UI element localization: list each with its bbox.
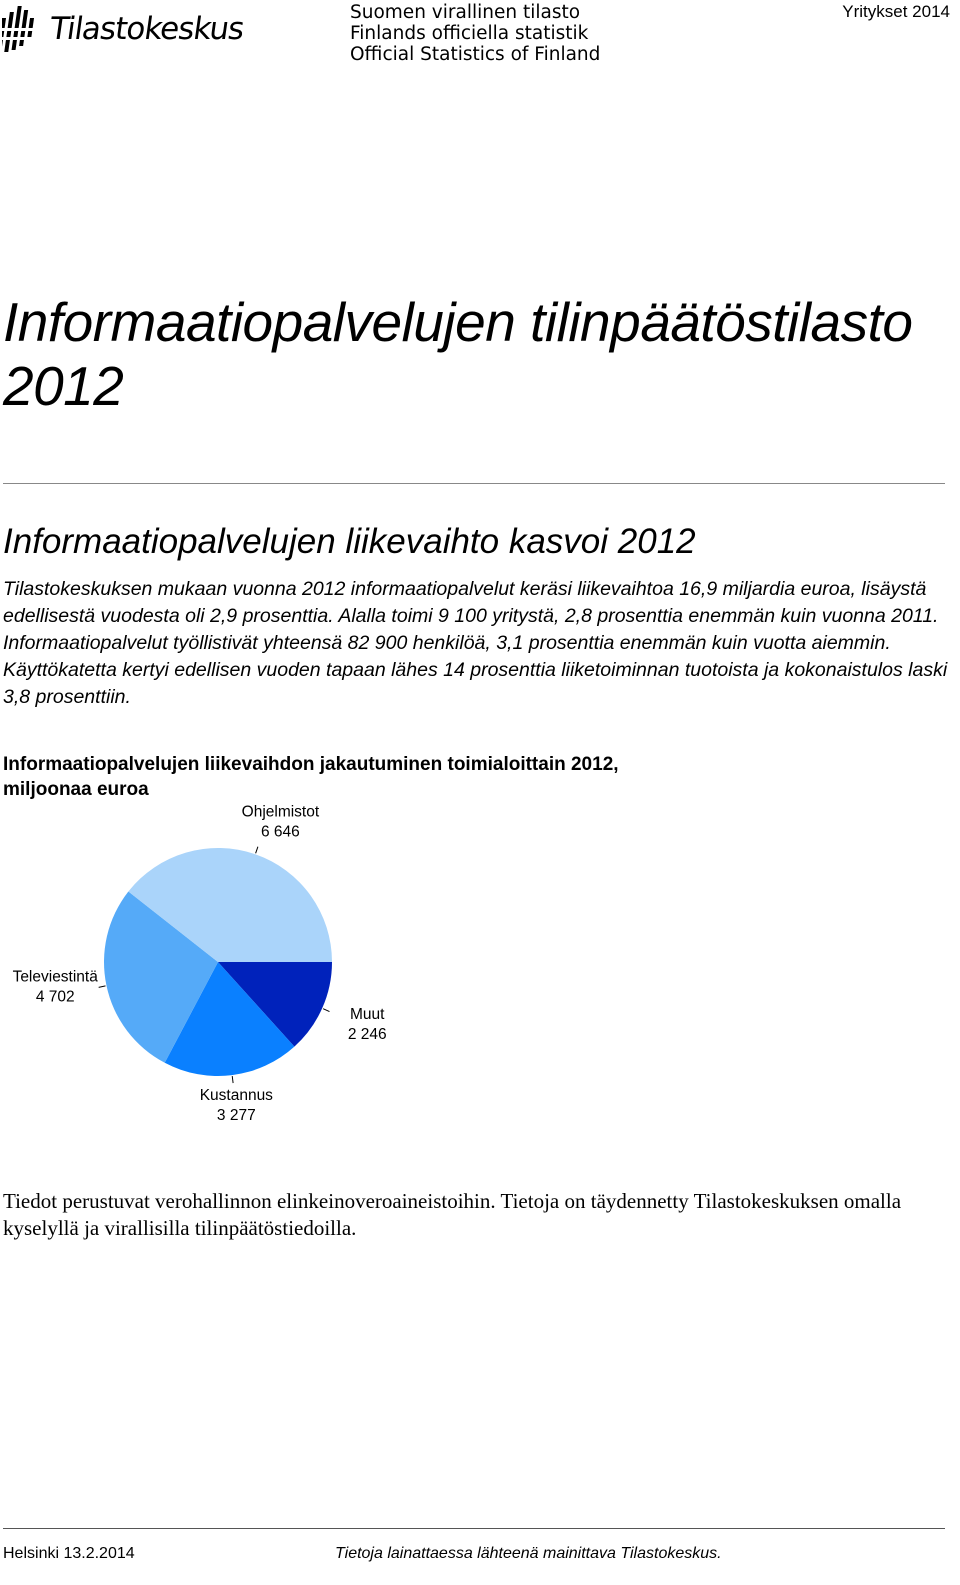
footer-divider <box>3 1528 945 1529</box>
source-note: Tiedot perustuvat verohallinnon elinkeinoveroaineistoihin. Tietoja on täydennetty Tilastokeskuksen omalla kyselyllä ja virallisilla tilinpäätöstiedoilla. <box>3 1189 902 1240</box>
pie-chart <box>0 800 420 1130</box>
slice-value: 6 646 <box>261 823 300 841</box>
slice-value: 3 277 <box>216 1106 256 1124</box>
chart-title: Informaatiopalvelujen liikevaihdon jakautuminen toimialoittain 2012, miljoonaa euroa <box>3 754 619 800</box>
official-line: Finlands officiella statistik <box>350 23 589 44</box>
leader-line <box>256 847 258 854</box>
official-line: Official Statistics of Finland <box>350 44 601 65</box>
footer-date: Helsinki 13.2.2014 <box>3 1545 135 1562</box>
headline: Informaatiopalvelujen liikevaihto kasvoi 2012 <box>3 522 696 561</box>
footer-citation: Tietoja lainattaessa lähteenä mainittava Tilastokeskus. <box>335 1545 722 1562</box>
logo-mark-icon <box>2 4 42 54</box>
slice-label: Muut <box>350 1006 385 1024</box>
slice-value: 4 702 <box>35 988 75 1006</box>
leader-line <box>99 986 106 987</box>
series-label: Yritykset 2014 <box>842 2 950 21</box>
leader-line <box>323 1009 329 1012</box>
slice-label: Kustannus <box>199 1086 273 1104</box>
tilastokeskus-logo <box>2 4 246 54</box>
divider <box>3 483 945 484</box>
logo-text: Tilastokeskus <box>47 11 246 47</box>
slice-label: Televiestintä <box>12 968 98 986</box>
official-line: Suomen virallinen tilasto <box>350 2 581 23</box>
slice-value: 2 246 <box>347 1026 387 1044</box>
lead-paragraph: Tilastokeskuksen mukaan vuonna 2012 informaatiopalvelut keräsi liikevaihtoa 16,9 miljardia euroa, lisäystä edellisestä vuodesta oli 2,9 prosenttia. Alalla toimi 9 100 yritystä, 2,8 prosenttia enemmän kuin vuonna 2011. Informaatiopalvelut työllistivät yhteensä 82 900 henkilöä, 3,1 prosenttia enemmän kuin vuotta aiemmin. Käyttökatetta kertyi edellisen vuoden tapaan lähes 14 prosenttia liiketoiminnan tuotoista ja kokonaistulos laski 3,8 prosenttiin. <box>3 578 948 708</box>
leader-line <box>232 1076 233 1083</box>
official-statistics-label <box>350 2 600 65</box>
page-title: Informaatiopalvelujen tilinpäätöstilasto 2012 <box>3 291 913 417</box>
slice-label: Ohjelmistot <box>241 803 320 821</box>
